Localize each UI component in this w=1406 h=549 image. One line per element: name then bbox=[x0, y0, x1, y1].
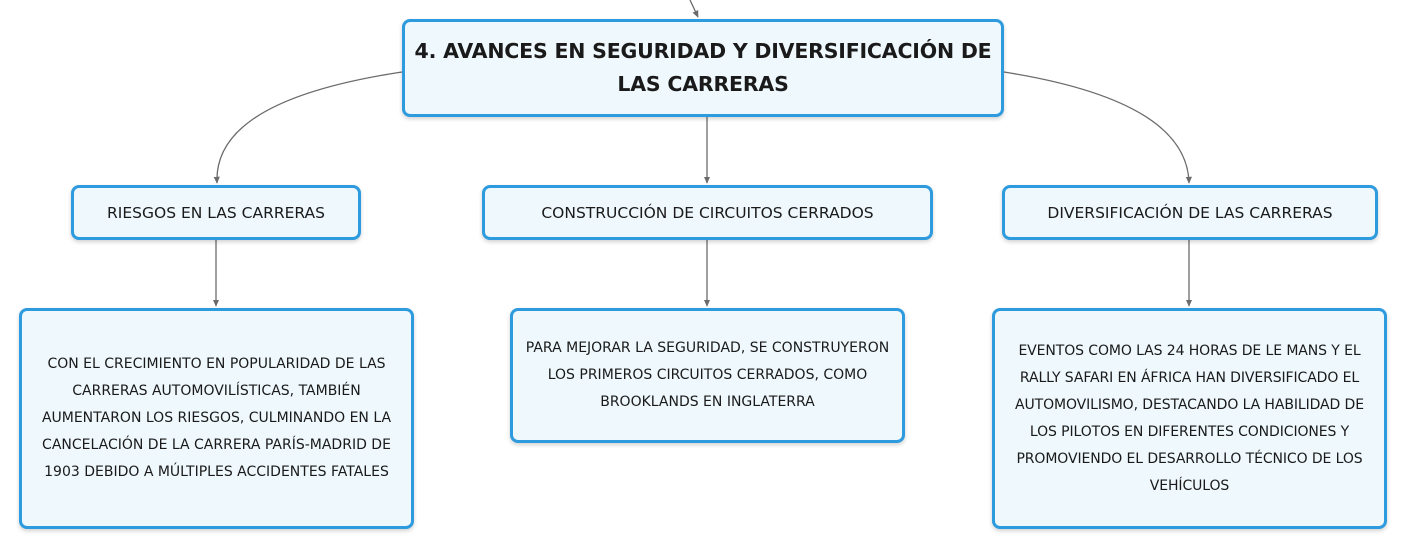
subtopic-label: CONSTRUCCIÓN DE CIRCUITOS CERRADOS bbox=[541, 203, 874, 222]
central-topic-node[interactable] bbox=[402, 19, 1004, 117]
subtopic-node-diversificacion[interactable] bbox=[1002, 185, 1378, 240]
detail-node-circuitos[interactable] bbox=[510, 308, 905, 443]
subtopic-label: RIESGOS EN LAS CARRERAS bbox=[107, 203, 325, 222]
detail-text: PARA MEJORAR LA SEGURIDAD, SE CONSTRUYERON LOS PRIMEROS CIRCUITOS CERRADOS, COMO BROOKLANDS EN INGLATERRA bbox=[525, 340, 890, 410]
subtopic-node-riesgos[interactable] bbox=[71, 185, 361, 240]
detail-text: CON EL CRECIMIENTO EN POPULARIDAD DE LAS CARRERAS AUTOMOVILÍSTICAS, TAMBIÉN AUMENTARON LOS RIESGOS, CULMINANDO EN LA CANCELACIÓN DE LA CARRERA PARÍS-MADRID DE 1903 DEBIDO A MÚLTIPLES ACCIDENTES FATALES bbox=[41, 356, 392, 480]
detail-node-riesgos[interactable] bbox=[19, 308, 414, 529]
subtopic-node-circuitos[interactable] bbox=[482, 185, 933, 240]
connector-parent-to-central bbox=[690, 0, 698, 17]
detail-text: EVENTOS COMO LAS 24 HORAS DE LE MANS Y EL RALLY SAFARI EN ÁFRICA HAN DIVERSIFICADO EL AUTOMOVILISMO, DESTACANDO LA HABILIDAD DE LOS PILOTOS EN DIFERENTES CONDICIONES Y PROMOVIENDO EL DESARROLLO TÉCNICO DE LOS VEHÍCULOS bbox=[1015, 342, 1364, 494]
subtopic-label: DIVERSIFICACIÓN DE LAS CARRERAS bbox=[1047, 203, 1333, 222]
central-topic-label: 4. AVANCES EN SEGURIDAD Y DIVERSIFICACIÓN DE LAS CARRERAS bbox=[414, 39, 992, 96]
detail-node-diversificacion[interactable] bbox=[992, 308, 1387, 529]
connector-central-to-topic-3 bbox=[1004, 72, 1189, 183]
connector-central-to-topic-1 bbox=[217, 72, 402, 183]
